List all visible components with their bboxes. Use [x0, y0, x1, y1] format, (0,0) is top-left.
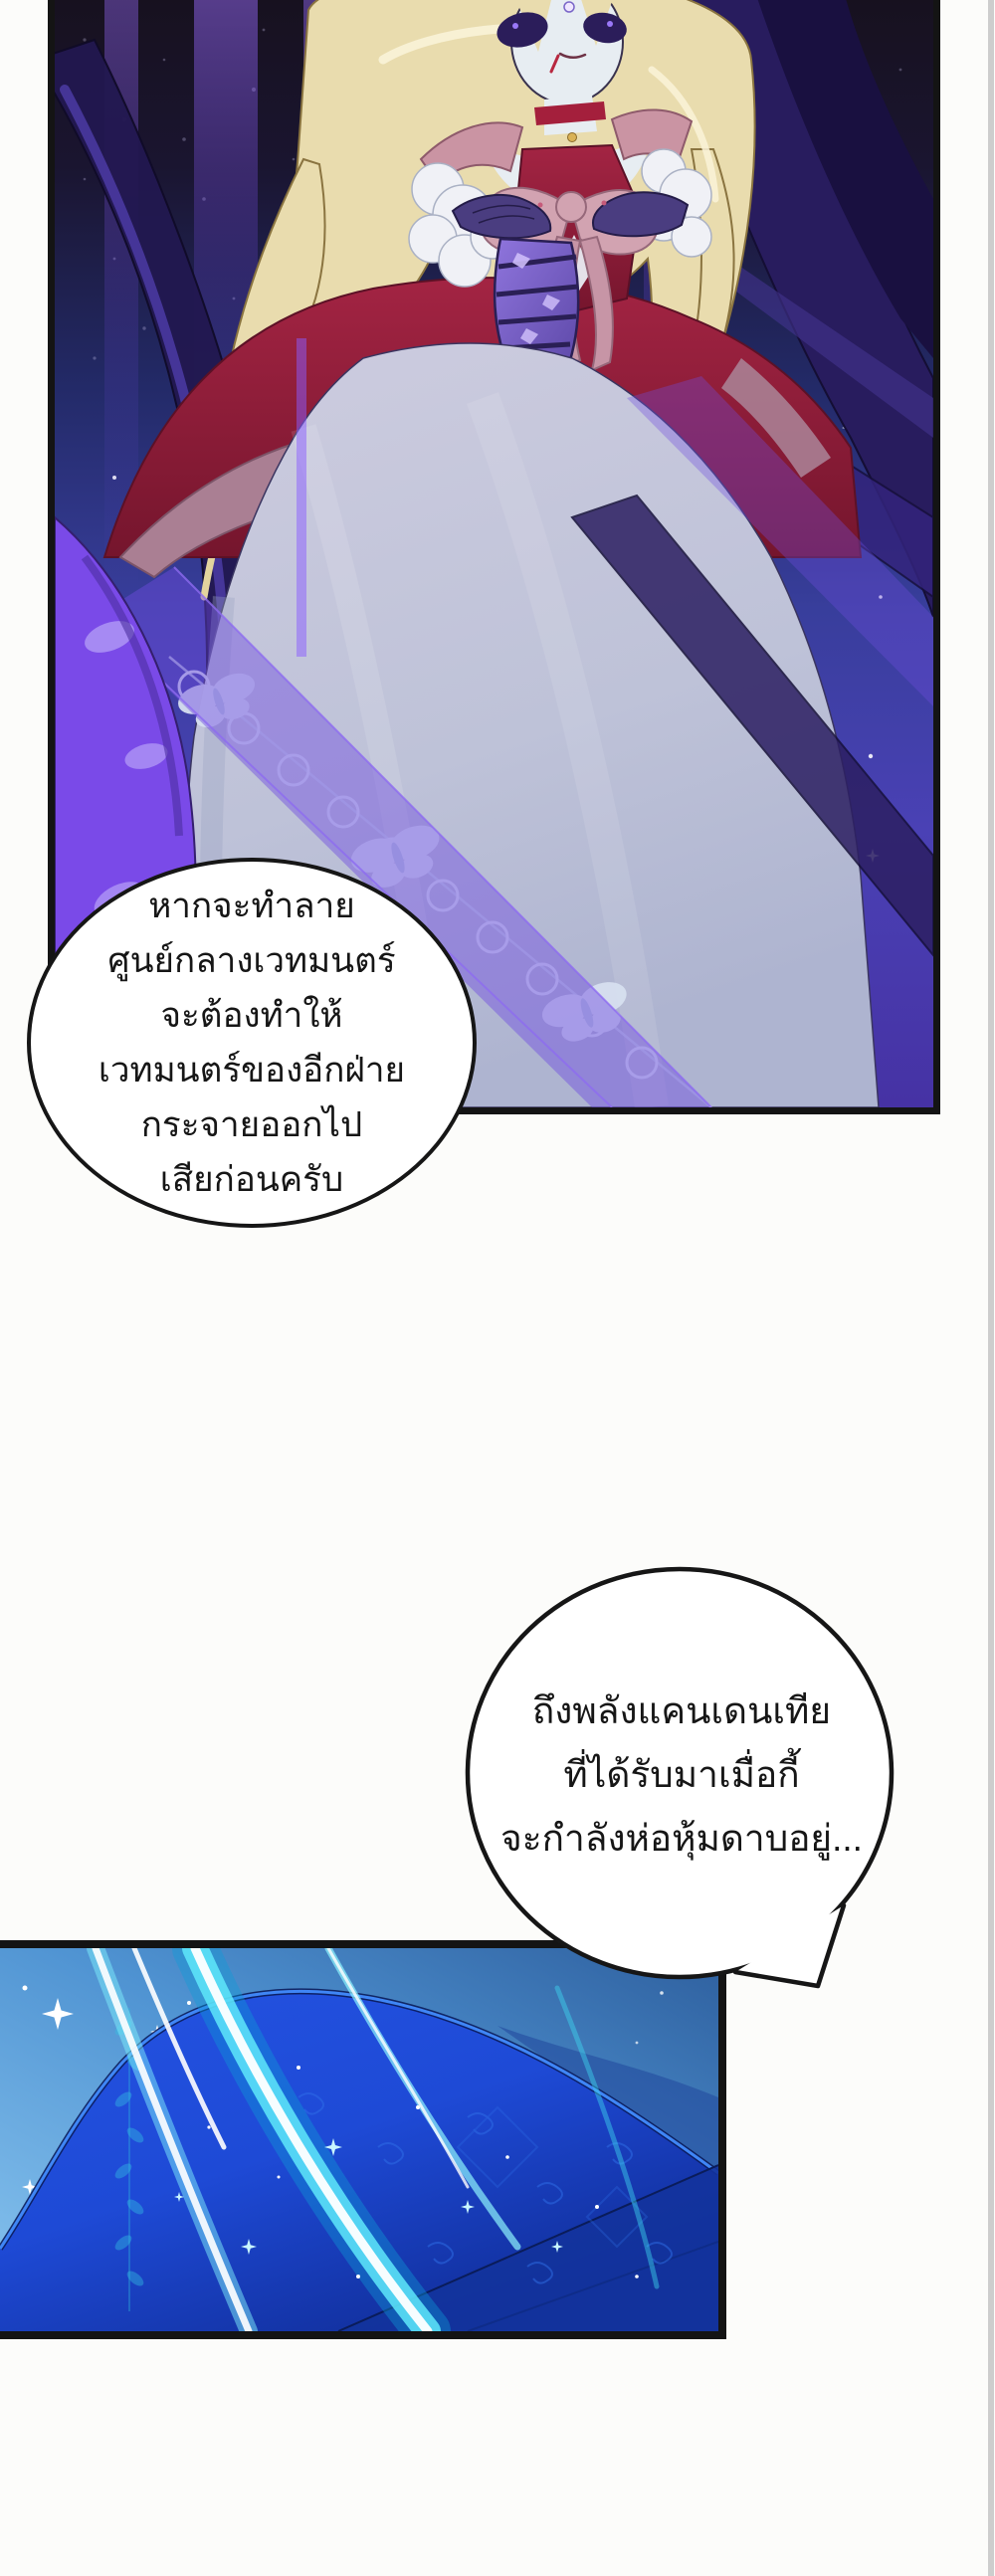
page-edge-strip [988, 0, 994, 2576]
speech-line: เสียก่อนครับ [159, 1160, 344, 1199]
speech-line: จะต้องทำให้ [160, 996, 343, 1035]
speech-line: จะกำลังห่อหุ้มดาบอยู่... [500, 1818, 863, 1859]
speech-line: เวทมนตร์ของอีกฝ่าย [98, 1051, 406, 1090]
speech-line: ถึงพลังแคนเดนเทีย [531, 1690, 832, 1731]
speech-line: กระจายออกไป [140, 1105, 363, 1144]
speech-bubble-2-text [468, 1680, 896, 1871]
speech-line: ที่ได้รับมาเมื่อกี้ [563, 1754, 800, 1795]
speech-bubble-1 [27, 858, 477, 1228]
speech-line: ศูนย์กลางเวทมนตร์ [107, 941, 396, 980]
speech-line: หากจะทำลาย [148, 887, 355, 925]
